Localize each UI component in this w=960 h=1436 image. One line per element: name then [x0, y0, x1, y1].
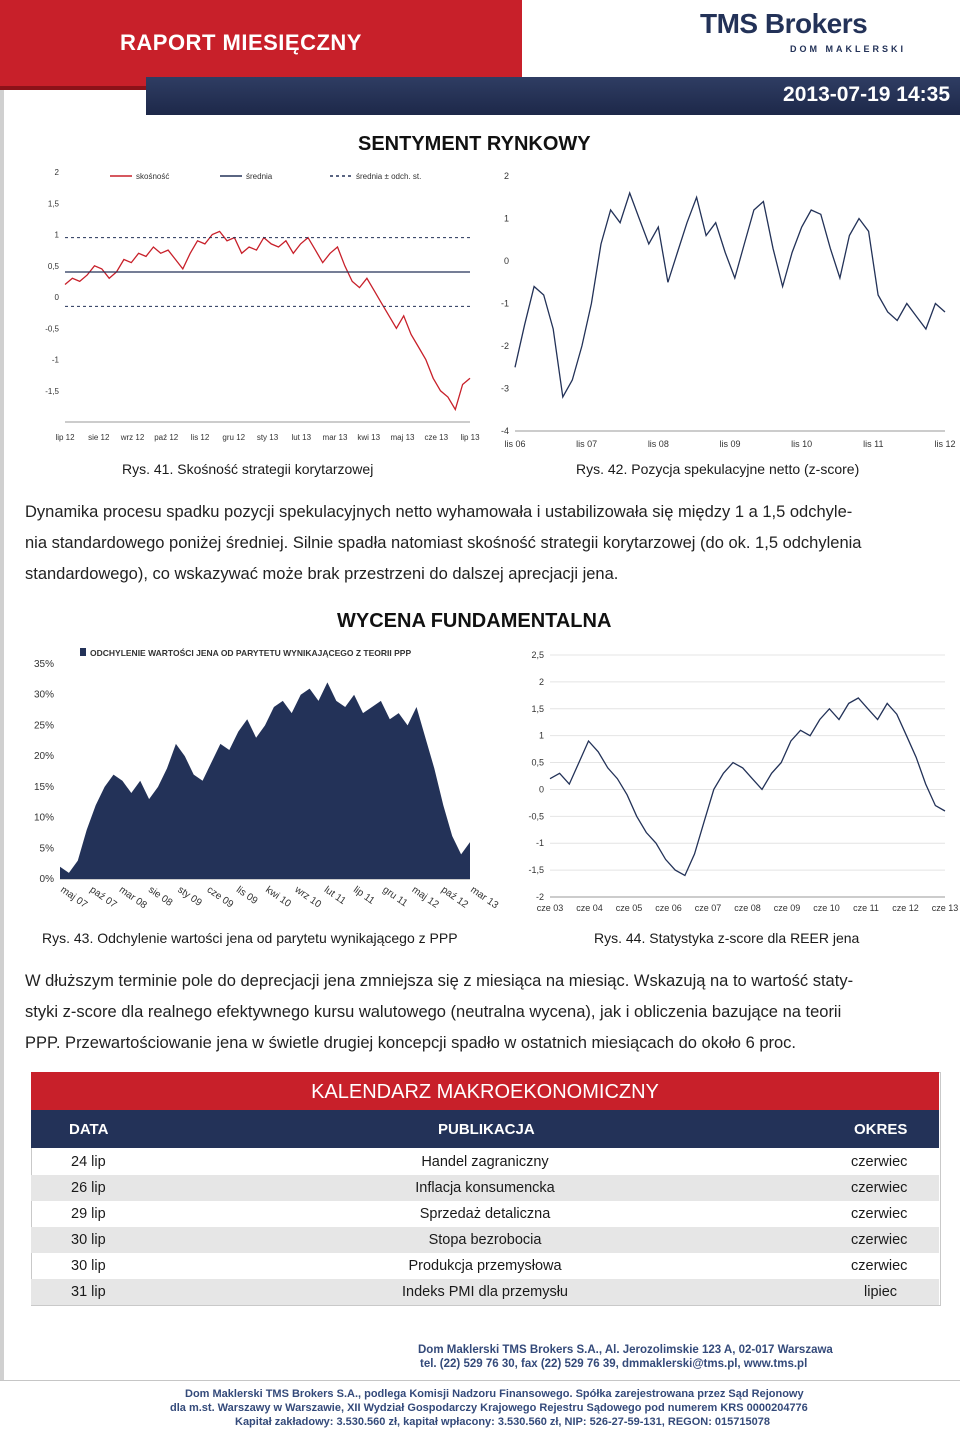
table-row [31, 1149, 939, 1175]
caption-fig42: Rys. 42. Pozycja spekulacyjne netto (z-score) [576, 461, 860, 477]
x-tick-label: sie 08 [146, 884, 175, 909]
brand-logo: TMS Brokers [700, 8, 868, 39]
x-tick-label: cze 08 [734, 903, 761, 913]
section-title-sentiment: SENTYMENT RYNKOWY [358, 133, 591, 155]
y-tick-label: 5% [39, 843, 54, 855]
x-tick-label: cze 09 [773, 903, 801, 913]
calendar-title: KALENDARZ MAKROEKONOMICZNY [31, 1072, 939, 1110]
x-tick-label: cze 06 [655, 903, 682, 913]
row-publication: Indeks PMI dla przemysłu [401, 1284, 568, 1300]
x-tick-label: sty 13 [256, 433, 279, 442]
report-title: RAPORT MIESIĘCZNY [120, 30, 362, 55]
y-tick-label: -0,5 [528, 811, 544, 822]
x-tick-label: paź 12 [154, 433, 179, 442]
y-tick-label: -1 [500, 298, 509, 309]
chart-skewness [30, 160, 480, 450]
series-area [60, 682, 470, 879]
x-tick-label: cze 13 [931, 903, 959, 913]
chart-net-speculative [495, 160, 955, 455]
calendar-header-row [31, 1110, 939, 1148]
row-period: czerwiec [851, 1154, 908, 1170]
y-tick-label: 2,5 [531, 650, 544, 660]
x-tick-label: lip 12 [55, 433, 75, 442]
y-tick-label: 0,5 [47, 261, 59, 271]
row-date: 26 lip [71, 1180, 106, 1196]
y-tick-label: 1,5 [531, 703, 544, 714]
y-tick-label: 25% [33, 720, 54, 732]
y-tick-label: -2 [500, 341, 509, 351]
y-tick-label: 0,5 [531, 757, 544, 768]
chart-ppp-deviation [30, 642, 501, 922]
x-tick-label: lip 13 [460, 433, 480, 442]
x-tick-label: lis 07 [576, 439, 598, 449]
x-tick-label: maj 07 [58, 884, 90, 911]
y-tick-label: 30% [33, 689, 54, 701]
x-tick-label: sty 09 [175, 884, 204, 909]
caption-fig41: Rys. 41. Skośność strategii korytarzowej [122, 461, 374, 477]
y-tick-label: 2 [538, 676, 544, 687]
y-tick-label: -1 [535, 838, 544, 849]
footer-legal-3: Kapitał zakładowy: 3.530.560 zł, kapitał wpłacony: 3.530.560 zł, NIP: 526-27-59-131, REGON: 015715078 [235, 1416, 770, 1428]
title-marker [80, 648, 86, 656]
paragraph-2-line-1: W dłuższym terminie pole do deprecjacji jena zmniejsza się z miesiąca na miesiąc. Wskazują na to wartość staty- [25, 972, 854, 990]
footer-legal-1: Dom Maklerski TMS Brokers S.A., podlega Komisji Nadzoru Finansowego. Spółka zarejestrowana przez Sąd Rejonowy [185, 1388, 804, 1400]
y-tick-label: 35% [33, 659, 54, 670]
column-header-date: DATA [69, 1121, 109, 1138]
row-publication: Inflacja konsumencka [415, 1180, 555, 1196]
paragraph-1-line-3: standardowego), co wskazywać może brak przestrzeni do dalszej aprecjacji jena. [25, 565, 619, 583]
x-tick-label: kwi 10 [263, 884, 293, 910]
x-tick-label: cze 09 [204, 884, 236, 911]
y-tick-label: 0% [39, 874, 54, 885]
x-tick-label: cze 11 [853, 903, 879, 913]
y-tick-label: 15% [33, 781, 54, 793]
table-row [31, 1253, 939, 1279]
legend-label: skośność [136, 172, 170, 181]
table-row [31, 1175, 939, 1201]
paragraph-1-line-1: Dynamika procesu spadku pozycji spekulacyjnych netto wyhamowała i ustabilizowała się między 1 a 1,5 odchyle- [25, 503, 853, 521]
x-tick-label: cze 04 [576, 903, 603, 913]
brand-subtitle: DOM MAKLERSKI [790, 44, 906, 54]
x-tick-label: gru 12 [222, 433, 246, 442]
x-tick-label: wrz 10 [292, 884, 324, 911]
y-tick-label: -1,5 [45, 386, 59, 396]
table-row [31, 1279, 939, 1305]
column-header-publication: PUBLIKACJA [438, 1121, 535, 1138]
y-tick-label: -0,5 [45, 324, 59, 334]
column-header-period: OKRES [854, 1121, 908, 1138]
x-tick-label: cze 03 [536, 903, 564, 913]
x-tick-label: cze 10 [813, 903, 840, 913]
row-date: 30 lip [71, 1258, 106, 1274]
row-publication: Stopa bezrobocia [428, 1232, 542, 1248]
row-period: czerwiec [851, 1206, 908, 1222]
x-tick-label: cze 13 [424, 433, 449, 442]
x-tick-label: lis 08 [647, 439, 669, 449]
legend-label: średnia ± odch. st. [356, 172, 422, 181]
row-date: 31 lip [71, 1284, 106, 1300]
x-tick-label: maj 13 [390, 433, 415, 442]
x-tick-label: maj 12 [409, 884, 441, 911]
x-tick-label: lis 09 [233, 884, 260, 907]
paragraph-1-line-2: nia standardowego poniżej średniej. Silnie spadła natomiast skośność strategii korytarzowej (do ok. 1,5 odchylenia [25, 534, 862, 552]
x-tick-label: cze 12 [892, 903, 919, 913]
x-tick-label: lut 11 [321, 884, 348, 908]
y-tick-label: -1,5 [528, 865, 544, 876]
y-tick-label: -1 [51, 355, 59, 365]
footer-legal-2: dla m.st. Warszawy w Warszawie, XII Wydział Gospodarczy Krajowego Rejestru Sądowego pod numerem KRS 0000204776 [170, 1402, 808, 1414]
y-tick-label: 10% [33, 812, 54, 824]
x-tick-label: mar 08 [116, 884, 149, 912]
x-tick-label: lis 09 [719, 439, 741, 449]
x-tick-label: lis 10 [791, 439, 813, 449]
y-tick-label: 0 [503, 256, 509, 266]
y-tick-label: 1 [538, 730, 544, 741]
x-tick-label: lis 12 [934, 439, 956, 449]
y-tick-label: 2 [54, 168, 59, 177]
paragraph-2-line-2: styki z-score dla realnego efektywnego kursu walutowego (neutralna wycena), jak i obliczenia bazujące na teorii [25, 1003, 842, 1021]
footer-divider [0, 1380, 960, 1381]
x-tick-label: mar 13 [468, 884, 501, 912]
x-tick-label: sie 12 [88, 433, 110, 442]
y-tick-label: 1,5 [47, 199, 59, 209]
legend-label: średnia [246, 172, 273, 181]
y-tick-label: 2 [503, 171, 509, 181]
y-tick-label: 1 [503, 213, 509, 224]
x-tick-label: gru 11 [380, 884, 410, 910]
y-tick-label: 1 [54, 230, 59, 240]
x-tick-label: lut 13 [291, 433, 312, 442]
caption-fig43: Rys. 43. Odchylenie wartości jena od parytetu wynikającego z PPP [42, 930, 458, 946]
row-publication: Produkcja przemysłowa [408, 1258, 562, 1274]
row-period: czerwiec [851, 1258, 908, 1274]
x-tick-label: lip 11 [351, 884, 377, 907]
y-tick-label: -4 [500, 426, 509, 436]
y-tick-label: -2 [535, 892, 544, 902]
y-tick-label: 20% [33, 751, 54, 763]
x-tick-label: paź 12 [438, 884, 470, 911]
footer-contact: tel. (22) 529 76 30, fax (22) 529 76 39, dmmaklerski@tms.pl, www.tms.pl [420, 1358, 808, 1370]
row-period: lipiec [864, 1284, 898, 1300]
row-publication: Handel zagraniczny [421, 1154, 549, 1170]
x-tick-label: kwi 13 [357, 433, 381, 442]
x-tick-label: wrz 12 [120, 433, 145, 442]
row-date: 29 lip [71, 1206, 106, 1222]
left-margin-rule [0, 90, 4, 1380]
chart-title: ODCHYLENIE WARTOŚCI JENA OD PARYTETU WYNIKAJĄCEGO Z TEORII PPP [90, 648, 412, 658]
x-tick-label: mar 13 [322, 433, 348, 442]
table-row [31, 1201, 939, 1227]
row-period: czerwiec [851, 1232, 908, 1248]
series-line [515, 193, 945, 397]
y-tick-label: 0 [538, 784, 544, 795]
table-row [31, 1227, 939, 1253]
section-title-valuation: WYCENA FUNDAMENTALNA [337, 610, 612, 632]
row-date: 30 lip [71, 1232, 106, 1248]
chart-reer-zscore [505, 645, 959, 920]
paragraph-2-line-3: PPP. Przewartościowanie jena w świetle drugiej koncepcji spadło w ostatnich miesiącach do około 6 proc. [25, 1034, 797, 1052]
y-tick-label: -3 [500, 383, 509, 394]
x-tick-label: paź 07 [87, 884, 119, 911]
series-line [550, 698, 945, 876]
x-tick-label: lis 12 [190, 433, 210, 442]
x-tick-label: lis 11 [863, 439, 884, 449]
row-period: czerwiec [851, 1180, 908, 1196]
row-date: 24 lip [71, 1154, 106, 1170]
report-datetime: 2013-07-19 14:35 [783, 83, 950, 106]
x-tick-label: cze 07 [694, 903, 722, 913]
row-publication: Sprzedaż detaliczna [419, 1206, 551, 1222]
footer-address: Dom Maklerski TMS Brokers S.A., Al. Jerozolimskie 123 A, 02-017 Warszawa [418, 1344, 833, 1356]
x-tick-label: cze 05 [615, 903, 643, 913]
series-line [65, 231, 470, 409]
x-tick-label: lis 06 [504, 439, 526, 449]
caption-fig44: Rys. 44. Statystyka z-score dla REER jena [594, 930, 860, 946]
y-tick-label: 0 [54, 293, 59, 302]
